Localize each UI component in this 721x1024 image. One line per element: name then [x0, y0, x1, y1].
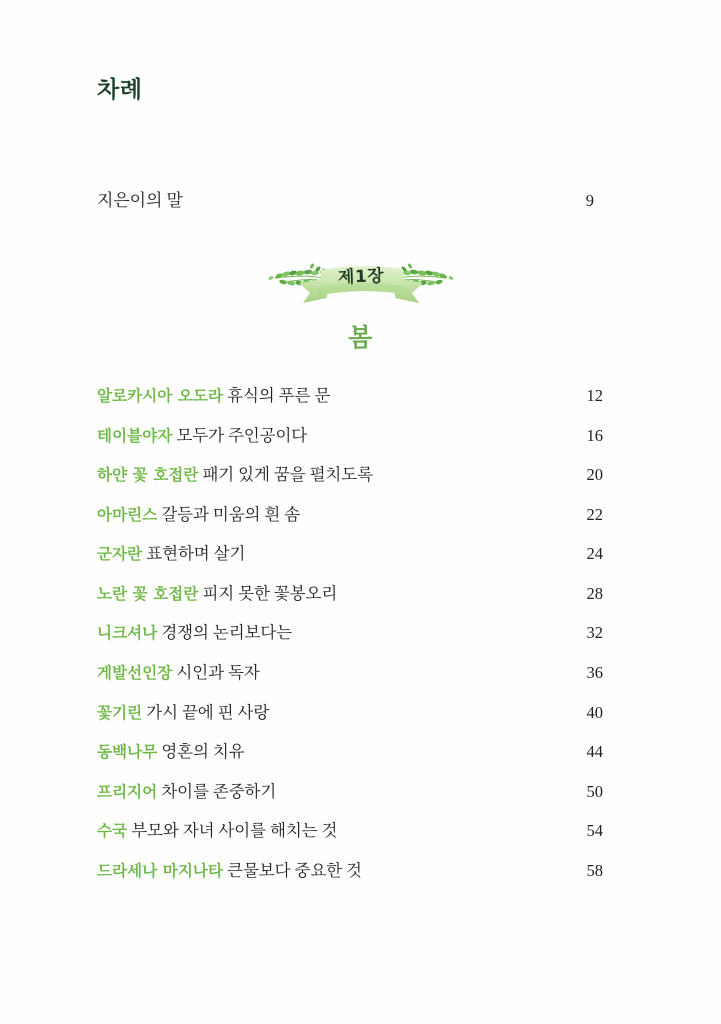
chapter-banner — [261, 256, 461, 314]
toc-entry[interactable] — [97, 383, 603, 409]
toc-entry-plant-name: 알로카시아 오도라 — [97, 387, 224, 405]
toc-entry-subtitle: 가시 끝에 핀 사랑 — [146, 703, 270, 722]
toc-entry-plant-name: 수국 — [97, 822, 128, 840]
toc-entry-subtitle: 차이를 존중하기 — [161, 782, 277, 801]
toc-entry-page-number: 54 — [586, 821, 603, 840]
toc-entry-text — [97, 581, 337, 607]
toc-entry-text — [97, 739, 245, 765]
chapter-number-label: 제1장 — [337, 266, 385, 288]
toc-entry-page-number: 24 — [586, 544, 603, 563]
toc-entry[interactable] — [97, 739, 603, 765]
toc-entry-text — [97, 462, 373, 488]
toc-entry-plant-name: 하얀 꽃 호접란 — [97, 466, 199, 484]
toc-entry-page-number: 28 — [586, 584, 603, 603]
toc-entry-plant-name: 동백나무 — [97, 743, 158, 761]
toc-entry-text — [97, 779, 276, 805]
toc-entry-plant-name: 테이블야자 — [97, 427, 173, 445]
toc-entry-subtitle: 모두가 주인공이다 — [176, 426, 308, 445]
toc-entry-plant-name: 노란 꽃 호접란 — [97, 585, 199, 603]
toc-entry-plant-name: 프리지어 — [97, 783, 158, 801]
toc-entry[interactable] — [97, 581, 603, 607]
toc-entry-subtitle: 표현하며 살기 — [146, 544, 246, 563]
toc-entry-page-number: 40 — [586, 703, 603, 722]
toc-entry-subtitle: 영혼의 치유 — [161, 742, 245, 761]
toc-entry-page-number: 16 — [586, 426, 603, 445]
toc-entry-page-number: 44 — [586, 742, 603, 761]
toc-entry-text — [97, 541, 245, 567]
toc-entry[interactable] — [97, 818, 603, 844]
toc-entry-page-number: 50 — [586, 782, 603, 801]
toc-entry-page-number: 22 — [586, 505, 603, 524]
toc-entry-preface[interactable] — [97, 188, 603, 214]
toc-entry-page-number: 32 — [586, 623, 603, 642]
toc-entry[interactable] — [97, 541, 603, 567]
toc-entry[interactable] — [97, 502, 603, 528]
toc-entry-text — [97, 700, 269, 726]
toc-entry-page-number: 58 — [586, 861, 603, 880]
toc-entry-text — [97, 502, 300, 528]
toc-entry[interactable] — [97, 620, 603, 646]
toc-entry-subtitle: 패기 있게 꿈을 펼치도록 — [202, 465, 373, 484]
toc-entry-text — [97, 383, 330, 409]
toc-entry-page-number: 36 — [586, 663, 603, 682]
toc-entry-text — [97, 620, 292, 646]
toc-entry-plant-name: 드라세나 마지나타 — [97, 862, 224, 880]
toc-entry-text — [97, 660, 260, 686]
toc-entry-text — [97, 818, 337, 844]
toc-entry-subtitle: 시인과 독자 — [176, 663, 260, 682]
toc-entry[interactable] — [97, 462, 603, 488]
toc-entry[interactable] — [97, 779, 603, 805]
toc-entry-text — [97, 858, 362, 884]
toc-entry-subtitle: 부모와 자녀 사이를 해치는 것 — [131, 821, 338, 840]
toc-entry-plant-name: 게발선인장 — [97, 664, 173, 682]
toc-entry-subtitle: 경쟁의 논리보다는 — [161, 623, 293, 642]
chapter-heading — [0, 256, 721, 360]
preface-label: 지은이의 말 — [97, 191, 183, 210]
toc-entry-plant-name: 군자란 — [97, 545, 143, 563]
toc-entry-text — [97, 423, 307, 449]
toc-entry-plant-name: 니크셔나 — [97, 624, 158, 642]
toc-entry-subtitle: 큰물보다 중요한 것 — [227, 861, 362, 880]
toc-entry[interactable] — [97, 700, 603, 726]
toc-entry[interactable] — [97, 423, 603, 449]
toc-entry[interactable] — [97, 858, 603, 884]
toc-entry-plant-name: 아마린스 — [97, 506, 158, 524]
toc-entry-plant-name: 꽃기린 — [97, 704, 143, 722]
toc-entry-page-number: 12 — [586, 386, 603, 405]
preface-page-number: 9 — [585, 191, 594, 210]
page-title: 차례 — [97, 77, 143, 103]
toc-entry-subtitle: 갈등과 미움의 흰 솜 — [161, 505, 301, 524]
toc-entry-page-number: 20 — [586, 465, 603, 484]
toc-entry-subtitle: 피지 못한 꽃봉오리 — [202, 584, 338, 603]
chapter-season-title: 봄 — [348, 323, 373, 352]
toc-entry[interactable] — [97, 660, 603, 686]
toc-entry-subtitle: 휴식의 푸른 문 — [227, 386, 331, 405]
